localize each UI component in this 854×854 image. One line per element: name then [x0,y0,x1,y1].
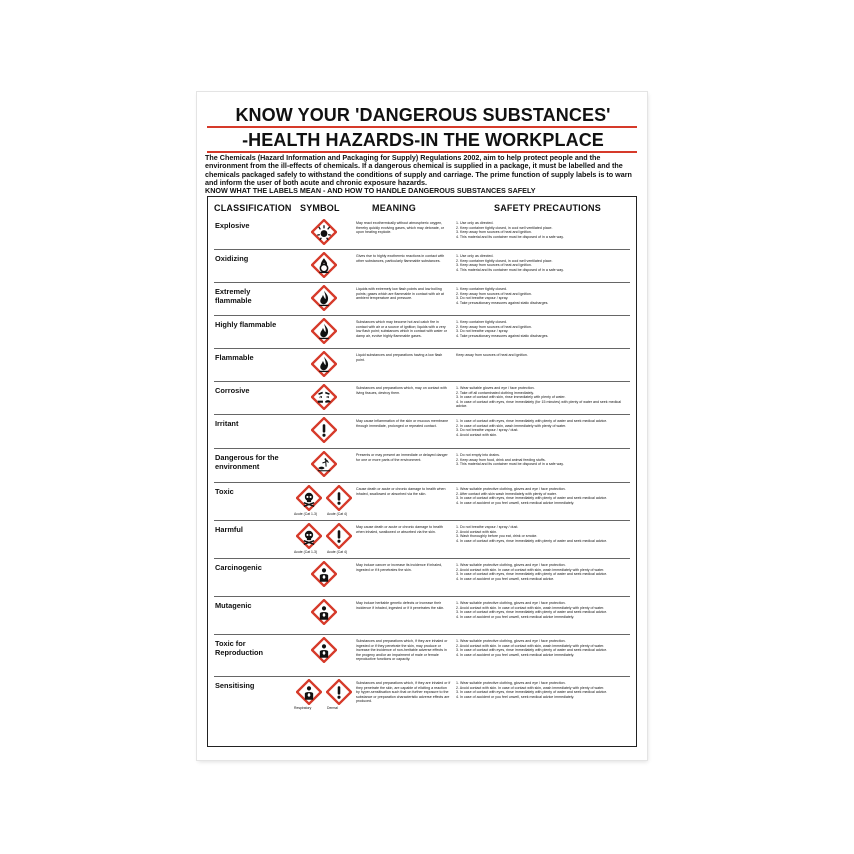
precaution-item: 1. In case of contact with eyes, rinse immediately with plenty of water and seek medical advice. [456,419,608,423]
intro-subheading: KNOW WHAT THE LABELS MEAN - AND HOW TO HANDLE DANGEROUS SUBSTANCES SAFELY [205,186,536,196]
precaution-item: 2. Keep away from sources of heat and ignition. [456,291,532,296]
precaution-item: 1. Wear suitable protective clothing, gloves and eye / face protection. [456,681,566,685]
precaution-item: 1. Wear suitable gloves and eye / face protection. [456,386,535,390]
precaution-item: 4. This material and its container must be disposed of in a safe way. [456,234,564,239]
precaution-item: 4. In case of accident or you feel unwell, seek medical advice. [456,576,555,581]
precaution-item: 4. In case of accident or you feel unwell, seek medical advice immediately. [456,614,575,619]
exclamation-mark-icon [326,485,352,511]
row-precautions [456,525,632,543]
intro-paragraph: The Chemicals (Hazard Information and Packaging for Supply) Regulations 2002, aim to help protect people and the environment from the ill-effects of chemicals. If a dangerous chemical is supplied in a package, it must be labelled and the chemicals packaged safely to withstand the conditions of supply and carriage. The prime function of supply labels is to warn and inform the user of both acute and chronic exposure hazards. [205,153,632,187]
exclamation-mark-icon [326,523,352,549]
poster [197,92,647,760]
health-hazard-icon [311,637,337,663]
precaution-item: 1. Use only as directed. [456,254,494,258]
precaution-item: 2. Take off all contaminated clothing immediately. [456,390,534,395]
hazard-table [207,196,637,747]
row-precautions [456,254,632,272]
row-precautions [456,487,632,505]
exclamation-mark-icon [326,679,352,705]
row-meaning: Substances and preparations which, may on contact with living tissues, destroy them. [356,386,447,395]
row-classification: Explosive [215,221,250,230]
health-hazard-icon [311,561,337,587]
precaution-item: 4. Avoid contact with skin. [456,432,498,437]
precaution-item: 3. In case of contact with eyes, rinse immediately with plenty of water and seek medical advice. [456,496,608,500]
precaution-item: 3. Wash thoroughly before you eat, drink or smoke. [456,534,538,538]
symbol-caption: Acute (Cat 4) [327,512,347,516]
precaution-item: 3. Keep away from sources of heat and ignition. [456,230,532,234]
row-classification: Oxidizing [215,254,249,263]
header-meaning: MEANING [372,203,416,213]
row-classification: Highly flammable [215,320,277,329]
precaution-item: 4. Take precautionary measures against static discharges. [456,333,549,338]
row-precautions [456,386,632,409]
row-classification: Mutagenic [215,601,252,610]
row-meaning: Substances and preparations which, if they are inhaled or if they penetrate the skin, are capable of eliciting a reaction by hyper-sensitisation such that on further exposure to the substance or preparation characteristic adverse effects are produced. [356,681,451,703]
precaution-item: 2. Avoid contact with skin. In case of contact with skin, wash immediately with plenty of water. [456,685,605,690]
symbol-caption: Acute (Cat 1-3) [294,512,317,516]
precaution-item: 2. Avoid contact with skin. [456,529,498,534]
row-symbols [294,523,354,563]
row-precautions [456,353,632,358]
row-symbols [294,637,354,677]
row-meaning: May induce cancer or increase its incidence if inhaled, ingested or if it penetrates the skin. [356,563,443,572]
row-precautions [456,221,632,239]
row-precautions [456,681,632,699]
precaution-item: 4. In case of contact with eyes, rinse immediately (for 15 minutes) with plenty of water and seek medical advice. [456,399,621,408]
table-row [208,283,636,316]
row-meaning: Substances which may become hot and catch fire in contact with air or a source of ignition; liquids with a very low flash point; substances which in contact with water or damp air, evolve highly flammable gases. [356,320,447,338]
row-classification: Harmful [215,525,243,534]
flame-icon [311,318,337,344]
precaution-item: 2. After contact with skin wash immediately with plenty of water. [456,491,557,496]
row-classification: Toxic for Reproduction [215,639,264,658]
precaution-item: 4. Take precautionary measures against static discharges. [456,300,549,305]
row-meaning: Presents or may present an immediate or delayed danger for one or more parts of the environment. [356,453,448,462]
row-precautions [456,639,632,657]
row-classification: Carcinogenic [215,563,262,572]
precaution-item: 3. In case of contact with eyes, rinse immediately with plenty of water and seek medical advice. [456,610,608,614]
row-classification: Extremely flammable [215,287,252,306]
row-precautions [456,563,632,581]
skull-crossbones-icon [296,523,322,549]
skull-crossbones-icon [296,485,322,511]
precaution-item: 3. In case of contact with eyes, rinse immediately with plenty of water and seek medical advice. [456,690,608,694]
title-divider [207,126,637,128]
row-meaning: Liquids with extremely low flash points and low boiling points; gases which are flammable in contact with air at ambient temperature and pressure. [356,287,444,300]
precaution-item: 1. Wear suitable protective clothing, gloves and eye / face protection. [456,601,566,605]
health-hazard-icon [311,599,337,625]
precaution-item: 3. In case of contact with eyes, rinse immediately with plenty of water and seek medical advice. [456,648,608,652]
precaution-item: Keep away from sources of heat and ignition. [456,353,528,357]
row-precautions [456,320,632,338]
precaution-item: 4. This material and its container must be disposed of in a safe way. [456,267,564,272]
row-classification: Flammable [215,353,254,362]
precaution-item: 2. In case of contact with skin, wash immediately with plenty of water. [456,423,567,428]
precaution-item: 3. This material and its container must be disposed of in a safe way. [456,462,564,466]
header-classification: CLASSIFICATION [214,203,292,213]
flame-icon [311,285,337,311]
precaution-item: 3. Do not breathe vapour / spray. [456,329,509,333]
precaution-item: 2. Keep container tightly closed, in cool well ventilated place. [456,258,553,263]
precaution-item: 2. Avoid contact with skin. In case of contact with skin, wash immediately with plenty of water. [456,567,605,572]
precaution-item: 2. Avoid contact with skin. In case of contact with skin, wash immediately with plenty of water. [456,605,605,610]
row-meaning: May cause death or acute or chronic damage to health when inhaled, swallowed or absorbed via the skin. [356,525,443,534]
symbol-caption: Acute (Cat 1-3) [294,550,317,554]
page-title-line-1: KNOW YOUR 'DANGEROUS SUBSTANCES' [235,105,611,125]
table-row [208,382,636,415]
table-row [208,217,636,250]
table-row [208,483,636,521]
symbol-caption: Respiratory [294,706,312,710]
row-precautions [456,601,632,619]
row-meaning: May cause inflammation of the skin or mucous membrane through immediate, prolonged or repeated contact. [356,419,449,428]
precaution-item: 1. Wear suitable protective clothing, gloves and eye / face protection. [456,563,566,567]
precaution-item: 1. Do not breathe vapour / spray / dust. [456,525,519,529]
precaution-item: 3. In case of contact with eyes, rinse immediately with plenty of water and seek medical advice. [456,572,608,576]
row-meaning: Liquid substances and preparations having a low flash point. [356,353,443,362]
row-precautions [456,287,632,305]
precaution-item: 4. In case of accident or you feel unwell, seek medical advice immediately. [456,500,575,505]
table-row [208,449,636,483]
precaution-item: 1. Do not empty into drains. [456,453,500,457]
table-row [208,250,636,283]
intro-text [205,154,641,195]
table-row [208,559,636,597]
exploding-bomb-icon [311,219,337,245]
precaution-item: 2. Keep away from sources of heat and ignition. [456,324,532,329]
environment-icon [311,451,337,477]
row-symbols [294,679,354,719]
precaution-item: 1. Wear suitable protective clothing, gloves and eye / face protection. [456,639,566,643]
precaution-item: 2. Keep container tightly closed, in cool well ventilated place. [456,225,553,230]
precaution-item: 2. Avoid contact with skin. In case of contact with skin, wash immediately with plenty of water. [456,643,605,648]
precaution-item: 3. Keep away from sources of heat and ignition. [456,263,532,267]
table-row [208,316,636,349]
row-precautions [456,419,632,437]
precaution-item: 4. In case of contact with eyes, rinse immediately with plenty of water and seek medical advice. [456,538,608,543]
table-row [208,597,636,635]
flame-over-circle-icon [311,252,337,278]
precaution-item: 1. Keep container tightly closed. [456,287,507,291]
row-meaning: Substances and preparations which, if they are inhaled or ingested or if they penetrate the skin, may produce or increase the incidence of non-heritable adverse effects in the progeny and/or an impairment of male or female reproductive functions or capacity. [356,639,448,661]
precaution-item: 3. In case of contact with skin, rinse immediately with plenty of water. [456,395,566,399]
symbol-caption: Dermal [327,706,338,710]
exclamation-mark-icon [311,417,337,443]
row-symbols [294,599,354,639]
precaution-item: 1. Use only as directed. [456,221,494,225]
row-meaning: May induce heritable genetic defects or increase their incidence if inhaled, ingested or if it penetrates the skin. [356,601,445,610]
precaution-item: 1. Wear suitable protective clothing, gloves and eye / face protection. [456,487,566,491]
precaution-item: 4. In case of accident or you feel unwell, seek medical advice immediately. [456,652,575,657]
table-row [208,521,636,559]
row-meaning: Cause death or acute or chronic damage to health when inhaled, swallowed or absorbed via the skin. [356,487,446,496]
row-meaning: May react exothermically without atmospheric oxygen, thereby quickly evolving gases, which may detonate, or upon heating explode. [356,221,444,234]
row-meaning: Gives rise to highly exothermic reactions in contact with other substances, particularly flammable substances. [356,254,445,263]
symbol-caption: Acute (Cat 4) [327,550,347,554]
row-classification: Toxic [215,487,234,496]
table-row [208,415,636,449]
row-symbols [294,485,354,525]
row-precautions [456,453,632,467]
precaution-item: 2. Keep away from food, drink and animal feeding stuffs. [456,457,546,462]
table-row [208,677,636,717]
page-title-line-2: -HEALTH HAZARDS-IN THE WORKPLACE [242,130,604,150]
corrosion-icon [311,384,337,410]
precaution-item: 1. Keep container tightly closed. [456,320,507,324]
precaution-item: 4. In case of accident or you feel unwell, seek medical advice immediately. [456,694,575,699]
table-row [208,635,636,677]
header-precautions: SAFETY PRECAUTIONS [494,203,601,213]
row-classification: Sensitising [215,681,255,690]
health-hazard-icon [296,679,322,705]
row-classification: Dangerous for the environment [215,453,279,472]
row-symbols [294,561,354,601]
precaution-item: 3. Do not breathe vapour / spray. [456,296,509,300]
row-classification: Irritant [215,419,239,428]
row-classification: Corrosive [215,386,250,395]
table-row [208,349,636,382]
precaution-item: 3. Do not breathe vapour / spray / dust. [456,428,519,432]
header-symbol: SYMBOL [300,203,340,213]
flame-icon [311,351,337,377]
